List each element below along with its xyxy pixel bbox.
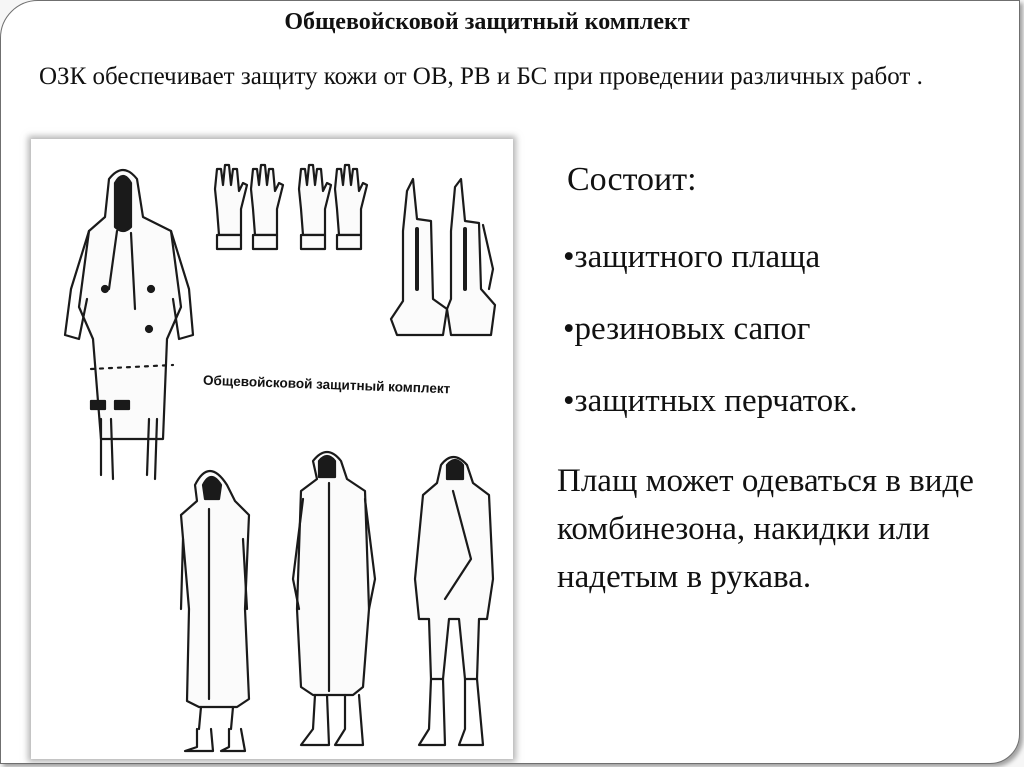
- boots-drawing: [391, 179, 495, 335]
- components-list: [563, 233, 857, 449]
- ozk-drawing: [31, 139, 513, 759]
- figure-sleeves-drawing: [293, 452, 375, 745]
- list-item-boots: •резиновых сапог: [563, 311, 811, 347]
- figure-cape-drawing: [181, 471, 249, 751]
- slide-title: Общевойсковой защитный комплект: [284, 9, 690, 35]
- cloak-usage-note: Плащ может одеваться в виде комбинезона, накидки или надетым в рукава.: [557, 463, 974, 595]
- figure-overall-drawing: [415, 457, 493, 745]
- gloves-drawing: [215, 165, 367, 249]
- consists-heading: Состоит:: [567, 161, 697, 198]
- cloak-flat-drawing: [65, 170, 193, 479]
- intro-text: ОЗК обеспечивает защиту кожи от ОВ, РВ и БС при проведении различных работ .: [39, 63, 923, 90]
- list-item-cloak: •защитного плаща: [563, 239, 821, 275]
- list-item-gloves: •защитных перчаток.: [563, 383, 858, 419]
- ozk-illustration: [31, 139, 513, 759]
- figure-caption: Общевойсковой защитный комплект: [202, 372, 451, 397]
